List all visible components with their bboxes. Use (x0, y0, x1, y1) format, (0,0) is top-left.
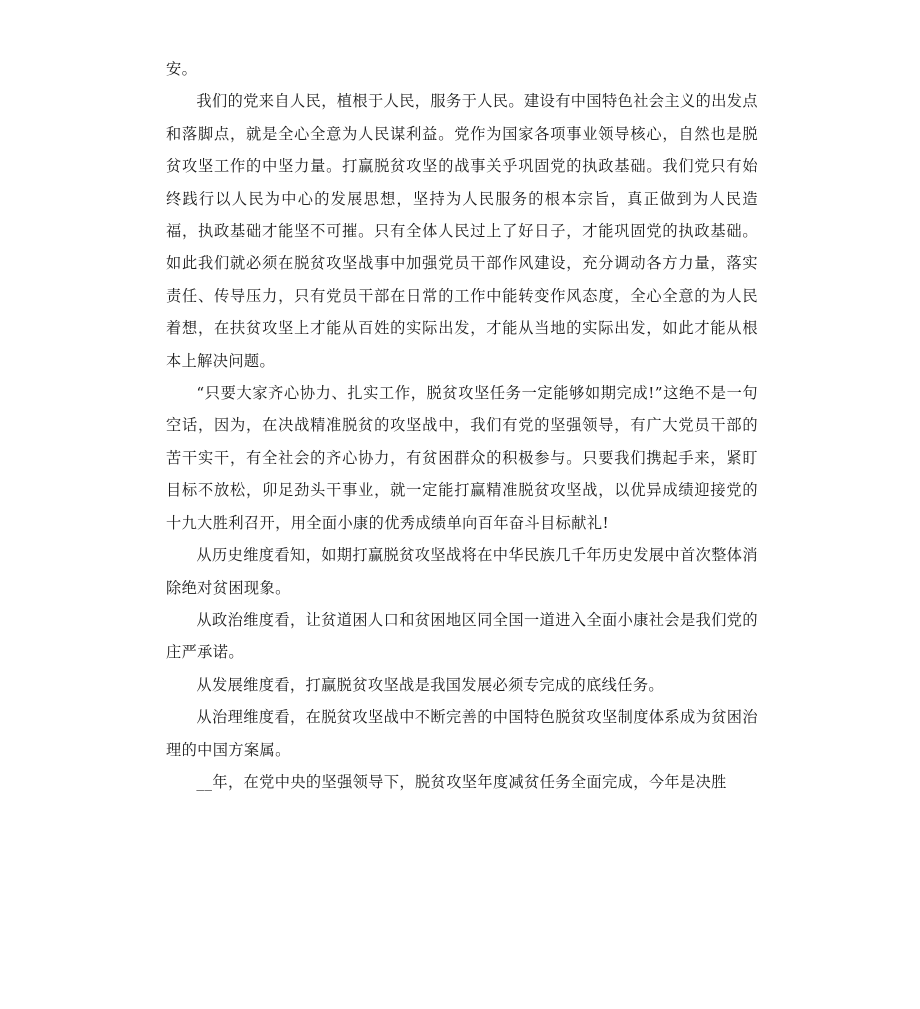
paragraph-truncated: __年，在党中央的坚强领导下，脱贫攻坚年度减贫任务全面完成，今年是决胜 (196, 772, 727, 791)
paragraph: 从历史维度看知，如期打赢脱贫攻坚战将在中华民族几千年历史发展中首次整体消除绝对贫困现象。 (166, 546, 758, 597)
paragraph: 从政治维度看，让贫道困人口和贫困地区同全国一道进入全面小康社会是我们党的庄严承诺。 (166, 610, 758, 662)
paragraph: “只要大家齐心协力、扎实工作，脱贫攻坚任务一定能够如期完成!”这绝不是一句空话，因为，在决战精准脱贫的攻坚战中，我们有党的坚强领导，有广大党员干部的苦干实干，有全社会的齐心协力，有贫困群众的积极参与。只要我们携起手来，紧盯目标不放松，卯足劲头干事业，就一定能打赢精准脱贫攻坚战，以优异成绩迎接党的十九大胜利召开，用全面小康的优秀成绩单向百年奋斗目标献礼! (166, 384, 758, 532)
document-body (166, 53, 758, 798)
paragraph: 从发展维度看，打赢脱贫攻坚战是我国发展必须专完成的底线任务。 (196, 675, 665, 694)
paragraph: 我们的党来自人民，植根于人民，服务于人民。建设有中国特色社会主义的出发点和落脚点，就是全心全意为人民谋利益。党作为国家各项事业领导核心，自然也是脱贫攻坚工作的中坚力量。打赢脱贫攻坚的战事关乎巩固党的执政基础。我们党只有始终践行以人民为中心的发展思想，坚持为人民服务的根本宗旨，真正做到为人民造福，执政基础才能坚不可摧。只有全体人民过上了好日子，才能巩固党的执政基础。如此我们就必须在脱贫攻坚战事中加强党员干部作风建设，充分调动各方力量，落实责任、传导压力，只有党员干部在日常的工作中能转变作风态度，全心全意的为人民着想，在扶贫攻坚上才能从百姓的实际出发，才能从当地的实际出发，如此才能从根本上解决问题。 (166, 92, 758, 370)
paragraph: 从治理维度看，在脱贫攻坚战中不断完善的中国特色脱贫攻坚制度体系成为贫困治理的中国方案属。 (166, 708, 758, 759)
paragraph-continuation: 安。 (166, 60, 198, 78)
